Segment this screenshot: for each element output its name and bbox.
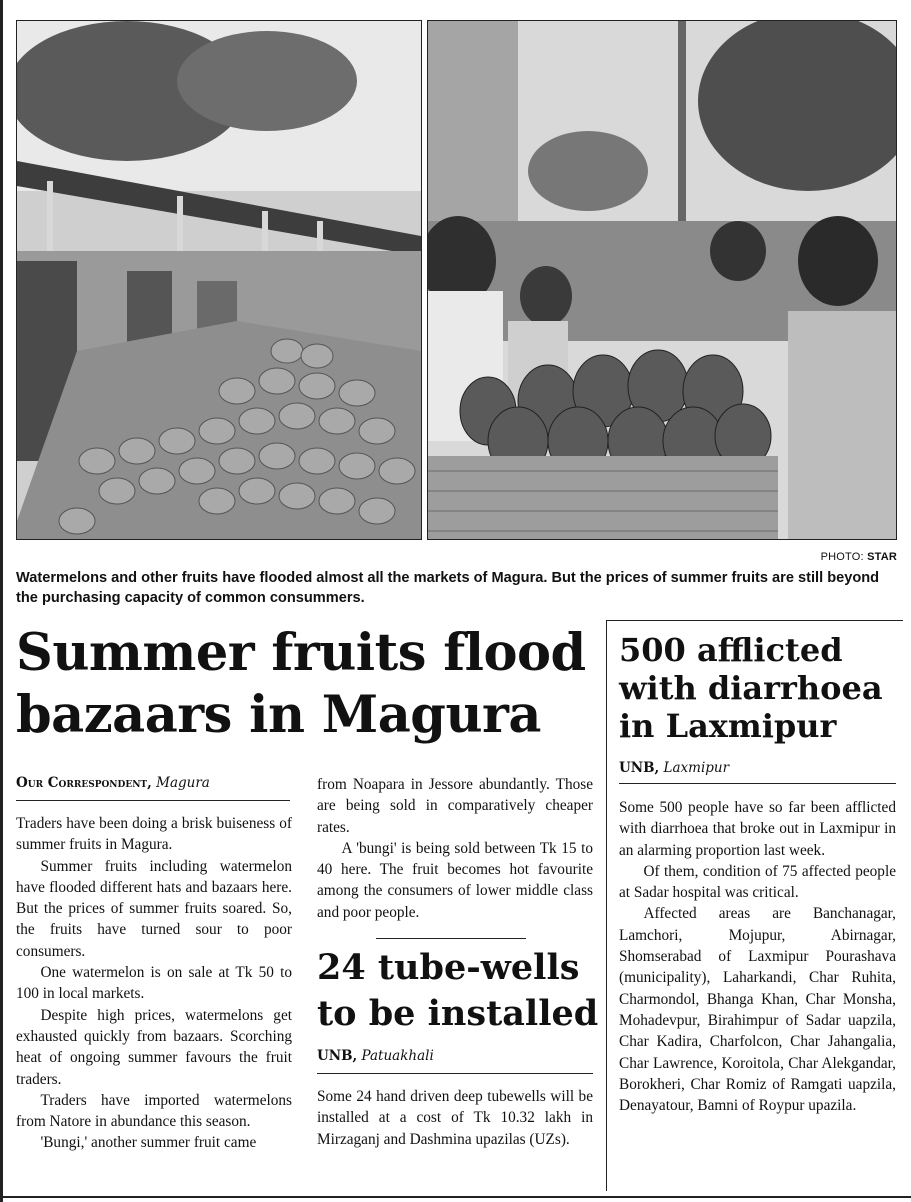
paragraph: Summer fruits including watermelon have flooded different hats and bazaars here. But the prices of summer fruits soared. So, the fruits have turned sour to poor consumers.: [16, 857, 292, 960]
page-left-rule: [0, 0, 3, 1202]
paragraph: One watermelon is on sale at Tk 50 to 100 in local markets.: [16, 964, 292, 1003]
paragraph: Some 500 people have so far been afflicted with diarrhoea that broke out in Laxmipur in an alarming proportion last week.: [619, 799, 896, 859]
paragraph: Traders have been doing a brisk buiseness of summer fruits in Magura.: [16, 815, 292, 854]
paragraph: Traders have imported watermelons from Natore in abundance this season.: [16, 1091, 292, 1131]
paragraph: A 'bungi' is being sold between Tk 15 to 40 here. The fruit becomes hot favourite among the consumers of lower middle class and poor people.: [317, 839, 593, 921]
tubewell-body: [317, 1086, 593, 1150]
photo-caption: Watermelons and other fruits have flooded almost all the markets of Magura. But the prices of summer fruits are still beyond the purchasing capacity of common consummers.: [16, 570, 880, 606]
tubewell-headline: 24 tube-wells to be installed: [317, 947, 599, 1034]
main-column-1: [16, 813, 292, 1154]
diarrhoea-body: [619, 797, 896, 1116]
photo-watermelon-heap: [16, 20, 422, 540]
main-headline: Summer fruits flood bazaars in Magura: [16, 623, 586, 745]
diarrhoea-byline: UNB, Laxmipur: [619, 760, 730, 776]
photo-credit: PHOTO: STAR: [820, 551, 897, 563]
story-divider: [376, 938, 526, 939]
paragraph: from Noapara in Jessore abundantly. Those are being sold in comparatively cheaper rates.: [317, 776, 593, 836]
paragraph: Despite high prices, watermelons get exhausted quickly from bazaars. Scorching heat of ongoing summer favours the fruit traders.: [16, 1006, 292, 1088]
photo-melon-basket: [427, 20, 897, 540]
paragraph: 'Bungi,' another summer fruit came: [40, 1134, 257, 1152]
tubewell-byline-rule: [317, 1073, 593, 1074]
paragraph: Affected areas are Banchanagar, Lamchori, Mojupur, Abirnagar, Shomserabad of Laxmipur Pourashava (municipality), Laharkandi, Char Ruhita, Charmondol, Bhanga Khan, Char Monsha, Mohadevpur, Birahimpur of Sadar uapzila, Char Kadira, Charfolcon, Char Jahangalia, Char Lawrence, Koroitola, Char Alekgandar, Borokheri, Char Romiz of Ramgati uapzila, Denayatour, Bamni of Roypur upazila.: [619, 905, 896, 1115]
paragraph: Of them, condition of 75 affected people at Sadar hospital was critical.: [619, 862, 896, 902]
diarrhoea-byline-rule: [619, 783, 896, 784]
page-bottom-rule: [0, 1196, 911, 1198]
paragraph: Some 24 hand driven deep tubewells will be installed at a cost of Tk 10.32 lakh in Mirzaganj and Dashmina upazilas (UZs).: [317, 1088, 593, 1148]
tubewell-byline: UNB, Patuakhali: [317, 1048, 434, 1064]
main-byline: Our Correspondent, Magura: [16, 775, 210, 791]
diarrhoea-headline: 500 afflicted with diarrhoea in Laxmipur: [619, 631, 883, 745]
main-column-2: [317, 774, 593, 923]
main-byline-rule: [16, 800, 290, 801]
